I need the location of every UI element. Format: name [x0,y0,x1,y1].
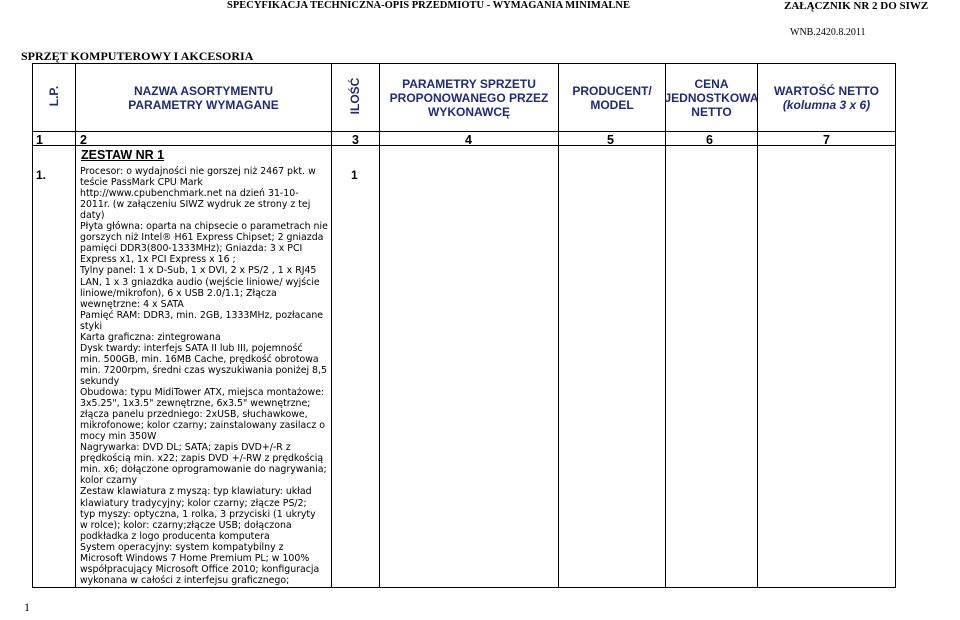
col-number-6: 6 [706,133,713,147]
col-header-producer-line2: MODEL [590,97,634,112]
col-divider [558,63,559,588]
description-line: LAN, 1 x 3 gniazdka audio (wejście liniowe/ wyjście [80,276,320,288]
col-header-value-line1: WARTOŚĆ NETTO [774,83,879,98]
description-line: Zestaw klawiatura z myszą: typ klawiatury: układ [80,486,312,498]
col-header-qty: ILOŚĆ [348,77,362,115]
col-header-params-line1: PARAMETRY SPRZETU [402,76,536,91]
description-line: 2011r. (w załączeniu SIWZ wydruk ze strony z tej [80,199,311,211]
description-line: w rolce); kolor: czarny;złącze USB; dołączona [80,519,292,531]
description-line: liniowe/mikrofon), 6 x USB 2.0/1.1; Złącza [80,287,277,299]
row-lp: 1. [36,168,47,182]
description-line: typ myszy: optyczna, 1 rolka, 3 przyciski (1 ukryty [80,508,316,520]
col-header-value-line2: (kolumna 3 x 6) [782,97,871,112]
description-line: Express x1, 1x PCI Express x 16 ; [80,254,236,266]
col-number-3: 3 [352,133,359,147]
description-line: pamięci DDR3(800-1333MHz); Gniazda: 3 x PCI [80,243,303,255]
col-header-producer-line1: PRODUCENT/ [572,83,652,98]
description-line: min. 7200rpm, średni czas wyszukiwania poniżej 8,5 [80,364,327,376]
description-line: Pamięć RAM: DDR3, min. 2GB, 1333MHz, pozłacane [80,309,324,321]
description-line: styki [80,320,103,332]
col-divider [75,63,76,588]
annex-label: ZAŁĄCZNIK NR 2 DO SIWZ [784,0,929,12]
description-line: złącza panelu przedniego: 2xUSB, słuchawkowe, [80,409,308,421]
col-header-params-line2: PROPONOWANEGO PRZEZ [389,90,549,105]
description-line: Obudowa: typu MidiTower ATX, miejsca montażowe: [80,387,325,398]
description-line: min. x6; dołączone oprogramowanie do nagrywania; [80,464,327,476]
description-line: kolor czarny [80,475,138,487]
page-number: 1 [24,600,30,614]
spec-title: SPECYFIKACJA TECHNICZNA-OPIS PRZEDMIOTU - WYMAGANIA MINIMALNE [227,0,631,11]
description-line: daty) [80,210,105,222]
colnum-bottom-border [32,145,896,146]
col-header-name-line2: PARAMETRY WYMAGANE [128,97,279,112]
col-divider [895,63,896,588]
description-line: wykonana w całości z interfejsu graficznego; [80,574,290,586]
description-line: Karta graficzna: zintegrowana [80,331,221,343]
col-header-params-line3: WYKONAWCĘ [428,104,510,119]
col-divider [757,63,758,588]
description-line: Microsoft Windows 7 Home Premium PL; w 100% [80,552,310,564]
col-header-name [76,64,331,131]
description-line: Płyta główna: oparta na chipsecie o parametrach nie [80,221,328,233]
description-line: współpracujący Microsoft Office 2010; konfiguracja [80,563,320,575]
description-line: podkładka z logo producenta komputera [80,530,270,542]
description-line: mocy min 350W [80,431,157,443]
col-header-params [380,64,558,131]
col-number-4: 4 [465,133,472,147]
col-header-producer [559,64,665,131]
col-divider [665,63,666,588]
description-line: Procesor: o wydajności nie gorszej niż 2467 pkt. w [80,166,316,177]
description-line: Tylny panel: 1 x D-Sub, 1 x DVI, 2 x PS/2 , 1 x RJ45 [80,265,317,277]
col-header-name-line1: NAZWA ASORTYMENTU [133,83,274,98]
description-line: Nagrywarka: DVD DL; SATA; zapis DVD+/-R z [80,442,291,454]
col-header-price-line2: JEDNOSTKOWA [664,90,759,105]
header-bottom-border [32,131,896,132]
description-line: min. 500GB, min. 16MB Cache, prędkość obrotowa [80,353,319,365]
col-divider [32,63,33,588]
col-divider [379,63,380,588]
row-quantity: 1 [351,168,358,182]
col-number-1: 1 [36,133,43,147]
section-title: SPRZĘT KOMPUTEROWY I AKCESORIA [21,49,254,63]
description-line: wewnętrzne: 4 x SATA [80,298,184,310]
col-divider [331,63,332,588]
col-number-5: 5 [607,133,614,147]
col-header-price [666,64,757,131]
col-header-lp: L.P. [47,85,61,107]
description-line: teście PassMark CPU Mark [80,177,203,189]
description-line: Dysk twardy: interfejs SATA II lub III, pojemność [80,342,303,354]
description-line: prędkością min. x22; zapis DVD +/-RW z prędkością [80,453,324,465]
description-line: sekundy [80,375,120,387]
set-title: ZESTAW NR 1 [81,148,165,162]
document-reference: WNB.2420.8.2011 [790,27,866,38]
table-bottom-border [32,587,896,588]
description-line: http://www.cpubenchmark.net na dzień 31-10- [80,188,299,200]
description-line: klawiatury tradycyjny; kolor czarny; złącze PS/2; [80,497,307,509]
description-line: gorszych niż Intel® H61 Express Chipset; 2 gniazda [80,232,324,244]
col-header-value [758,64,895,131]
col-header-price-line1: CENA [694,76,729,91]
description-line: System operacyjny: system kompatybilny z [80,541,284,553]
col-number-2: 2 [80,133,87,147]
col-header-price-line3: NETTO [691,104,732,119]
col-number-7: 7 [823,133,830,147]
description-line: mikrofonowe; kolor czarny; zainstalowany zasilacz o [80,420,326,432]
description-line: 3x5.25", 1x3.5" zewnętrzne, 6x3.5" wewnętrzne; [80,398,311,410]
